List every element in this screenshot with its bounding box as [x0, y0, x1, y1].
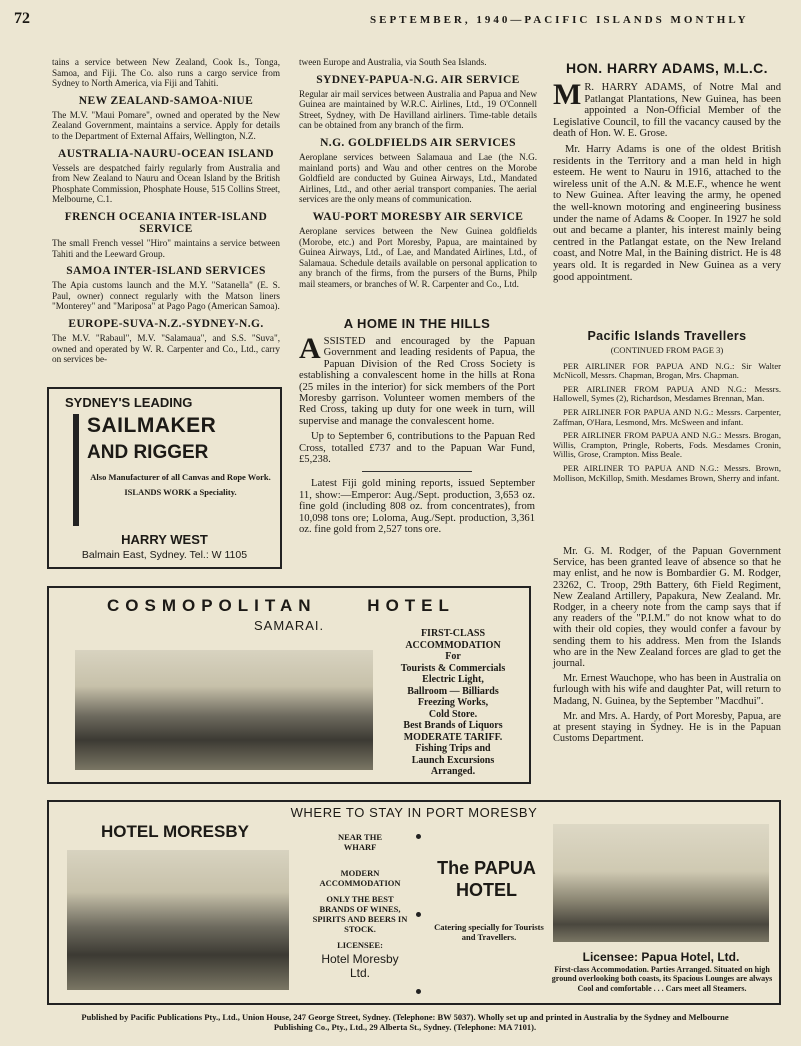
ad-sailmaker: SAILMAKER: [87, 414, 217, 437]
personal-note: Mr. and Mrs. A. Hardy, of Port Moresby, Papua, are at present staying in Sydney. He is in the Papuan Customs Department.: [553, 710, 781, 745]
moresby-near-wharf: NEAR THE WHARF: [337, 832, 382, 852]
section-body: Vessels are despatched fairly regularly from Australia and from New Zealand to Nauru and Ocean Island by the British Phosphate Commission, Phosphate House, 515 Collins Street, Melbourne, C.1.: [52, 162, 280, 205]
section-body: The M.V. "Maui Pomare", owned and operated by the New Zealand Government, maintains a service. Apply for details to the Department of External Affairs, Wellington, N.Z.: [52, 109, 280, 141]
section-heading: NEW ZEALAND-SAMOA-NIUE: [78, 94, 254, 107]
cosmo-line: Arranged.: [430, 766, 476, 777]
papua-catering: Catering specially for Tourists and Travellers.: [434, 922, 544, 942]
col2-intro: tween Europe and Australia, via South Sea Islands.: [299, 57, 487, 67]
cosmo-line: Fishing Trips and: [415, 743, 491, 754]
article-title: HON. HARRY ADAMS, M.L.C.: [566, 60, 768, 76]
travellers-title: Pacific Islands Travellers: [587, 329, 747, 343]
drop-cap: A: [299, 332, 321, 365]
papua-hotel-photo: [553, 824, 769, 942]
papua-licensee: Licensee: Papua Hotel, Ltd.: [582, 950, 740, 964]
cosmopolitan-hotel-advertisement: [47, 586, 531, 784]
moresby-licensee-label: LICENSEE:: [337, 940, 383, 950]
article-paragraph: Mr. Harry Adams is one of the oldest British residents in the Territory and a man held in high esteem. He went to Nauru in 1916, attached to the wireless unit of the A.N. & M.E.F., whence he went to New Guinea. After leaving the army, he opened the well-known motoring and engineering business under the name of Adams & Cooper. In 1927 he sold out and became a planter, his interest mainly being centred in the Patlangat estate, on the New Ireland coast, and Notre Mal, in the Baining district. He is 48 years old. It is regarded in New Guinea as a very good appointment.: [553, 143, 781, 283]
personal-note: Mr. G. M. Rodger, of the Papuan Government Service, has been granted leave of absence so that he may enlist, and he now is Bombardier G. M. Rodger, 23262, C. Troop, 29th Battery, 6th Field Regiment, New Zealand Artillery, Papakura, New Zealand. Mr. Rodger, in a cheery note from the camp says that if any readers of the "P.I.M." do not know what to do with their old copies, they would confer a favour by sending them to his address. Men from the Islands who are in the New Zealand forces are glad to get the journal.: [553, 546, 781, 670]
cosmo-place: SAMARAI.: [254, 618, 325, 633]
hotel-moresby-photo: [67, 850, 289, 990]
cosmo-line: Cold Store.: [428, 708, 478, 720]
article-paragraph: SSISTED and encouraged by the Papuan Government and leading residents of Papua, the Papuan Division of the Red Cross Society is establishing a convalescent home in the hills at Rona (25 miles in the interior) for sick members of the Port Moresby garrison. Volunteer women members of the Red Cross, taking up duty for one week in turn, will supervise and manage the convalescent home.: [299, 336, 535, 427]
shipping-column-2: [299, 57, 537, 294]
ad-address: Balmain East, Sydney. Tel.: W 1105: [81, 549, 248, 561]
port-moresby-hotels-advertisement: [47, 800, 781, 1005]
ad-harry-west: HARRY WEST: [121, 532, 208, 547]
cosmo-line: ACCOMMODATION: [405, 639, 501, 651]
cosmo-line: Freezing Works,: [417, 697, 489, 708]
section-heading: WAU-PORT MORESBY AIR SERVICE: [312, 210, 524, 223]
section-body: The small French vessel "Hiro" maintains a service between Tahiti and the Leeward Group.: [52, 237, 280, 259]
home-in-the-hills-article: [299, 318, 535, 540]
section-body: Aeroplane services between Salamaua and Lae (the N.G. mainland ports) and Wau and other centres on the Morobe Goldfield are conducted by Guinea Airways, Ltd., Mandated Airlines, Ltd., and other aerial transport companies. The aerial services are the only means of communication.: [299, 151, 537, 205]
traveller-entry: PER AIRLINER FROM PAPUA AND N.G.: Messrs. Hallowell, Symes (2), Richardson, Mesdames Brennan, Man.: [553, 383, 781, 404]
cosmo-details: [379, 628, 527, 778]
cosmo-line: Best Brands of Liquors: [403, 720, 503, 731]
cosmo-line: MODERATE TARIFF.: [403, 731, 503, 743]
divider: [362, 471, 472, 472]
harry-adams-article: [553, 62, 781, 287]
ad-and-rigger: AND RIGGER: [87, 442, 209, 463]
cosmo-line: Electric Light,: [422, 674, 484, 685]
papua-hotel-line1: The PAPUA: [437, 858, 536, 878]
section-heading: SAMOA INTER-ISLAND SERVICES: [66, 265, 266, 278]
article-title: A HOME IN THE HILLS: [343, 316, 491, 331]
article-paragraph: Latest Fiji gold mining reports, issued September 11, show:—Emperor: Aug./Sept. production, 3,653 oz. fine gold (including 808 oz. from concentrates), from 10,098 tons ore; Loloma, Aug./Sept. production, 3,361 oz. fine gold from 2,527 tons ore.: [299, 478, 535, 536]
traveller-entry: PER AIRLINER FOR PAPUA AND N.G.: Messrs. Carpenter, Zaffman, O'Hara, Lesmond, Mrs. McSween and infant.: [553, 406, 781, 427]
drop-cap: M: [553, 78, 582, 111]
publisher-footer: Published by Pacific Publications Pty., Ltd., Union House, 247 George Street, Sydney. (Telephone: BW 5037). Wholly set up and printed in Australia by the Sydney and Melbourne Publishing Co., Pty., Ltd., 29 Alberta St., Sydney. (Telephone: MA 7101).: [81, 1012, 729, 1032]
personal-notes: [553, 546, 781, 748]
personal-note: Mr. Ernest Wauchope, who has been in Australia on furlough with his wife and daughter Pat, will return to Madang, N. Guinea, by the September "Macdhui".: [553, 673, 781, 707]
ad-sydneys-leading: SYDNEY'S LEADING: [65, 395, 193, 410]
hotel-moresby-name: HOTEL MORESBY: [101, 822, 249, 841]
moresby-only-best: ONLY THE BEST BRANDS OF WINES, SPIRITS AND BEERS IN STOCK.: [312, 894, 408, 934]
ad-vertical-rule: [73, 414, 79, 526]
cosmo-title: COSMOPOLITAN HOTEL: [107, 596, 455, 615]
section-heading: N.G. GOLDFIELDS AIR SERVICES: [320, 136, 516, 149]
cosmo-line: For: [445, 651, 461, 662]
article-paragraph: R. HARRY ADAMS, of Notre Mal and Patlangat Plantations, New Guinea, has been appointed a Non-Official Member of the Legislative Council, to fill the vacancy caused by the death of Hon. W. E. Grose.: [553, 82, 781, 140]
section-body: The Apia customs launch and the M.Y. "Satanella" (E. S. Paul, owner) connect regularly with the Matson liners "Monterey" and "Mariposa" at Pago Pago (American Samoa).: [52, 280, 280, 312]
ad-manufacturer: Also Manufacturer of all Canvas and Rope Work.: [90, 472, 271, 482]
col1-intro: tains a service between New Zealand, Cook Is., Tonga, Samoa, and Fiji. The Co. also runs a cargo service from Sydney to North America, via Fiji and Tahiti.: [52, 57, 280, 89]
section-body: Aeroplane services between the New Guinea goldfields (Morobe, etc.) and Port Moresby, Papua, are maintained by Guinea Airways, Ltd., of Lae, and Mandated Airlines, Ltd., of Salamaua. Schedule details available on personal application to any branch of the firms, from the pursers of the Burns, Philp mail steamers, or branches of W. R. Carpenter and Co., Ltd.: [299, 225, 537, 289]
section-heading: AUSTRALIA-NAURU-OCEAN ISLAND: [58, 147, 274, 160]
moresby-licensee: Hotel Moresby Ltd.: [321, 952, 399, 980]
where-banner: WHERE TO STAY IN PORT MORESBY: [290, 805, 538, 820]
cosmo-line: Ballroom — Billiards: [407, 685, 499, 697]
travellers-subtitle: (CONTINUED FROM PAGE 3): [610, 345, 724, 355]
traveller-entry: PER AIRLINER FOR PAPUA AND N.G.: Sir Walter McNicoll, Messrs. Chapman, Brogan, Mrs. Chapman.: [553, 360, 781, 381]
section-heading: FRENCH OCEANIA INTER-ISLAND SERVICE: [64, 210, 268, 235]
sailmaker-advertisement: [47, 387, 282, 569]
cosmo-line: Launch Excursions: [411, 754, 495, 766]
traveller-entry: PER AIRLINER FROM PAPUA AND N.G.: Messrs. Brogan, Willis, Crampton, Pringle, Roberts, Fods. Mesdames Cronin, Willis, Grose, Crampton. Miss Beale.: [553, 430, 781, 460]
moresby-modern: MODERN ACCOMMODATION: [319, 868, 401, 888]
papua-details: First-class Accommodation. Parties Arranged. Situated on high ground overlooking both coasts, its Spacious Lounges are always Cool and comfortable . . . Cars meet all Steamers.: [551, 965, 773, 993]
papua-hotel-name: [424, 857, 549, 901]
section-body: The M.V. "Rabaul", M.V. "Salamaua", and S.S. "Suva", owned and operated by W. R. Carpenter and Co., Ltd., carry on services be-: [52, 332, 280, 365]
shipping-column-1: [52, 57, 280, 369]
papua-hotel-line2: HOTEL: [456, 880, 517, 900]
page-number: 72: [14, 10, 30, 27]
ad-islands-work: ISLANDS WORK a Speciality.: [124, 487, 237, 497]
travellers-column: [553, 330, 781, 487]
section-heading: SYDNEY-PAPUA-N.G. AIR SERVICE: [316, 73, 520, 86]
section-heading: EUROPE-SUVA-N.Z.-SYDNEY-N.G.: [68, 317, 264, 330]
traveller-entry: PER AIRLINER TO PAPUA AND N.G.: Messrs. Brown, Mollison, McKillop, Smith. Mesdames Brown, Sherry and infant.: [553, 462, 781, 483]
article-paragraph: Up to September 6, contributions to the Papuan Red Cross, totalled £737 and to the Papuan War Fund, £5,238.: [299, 431, 535, 466]
hotel-photo: [75, 650, 373, 770]
section-body: Regular air mail services between Australia and Papua and New Guinea are maintained by W.R.C. Airlines, Ltd., 19 O'Connell Street, Sydney, with De Havilland airliners. Time-table details can be obtained from any branch of the firm.: [299, 88, 537, 131]
cosmo-line: Tourists & Commercials: [400, 662, 506, 674]
cosmo-line: FIRST-CLASS: [420, 628, 486, 639]
running-head: SEPTEMBER, 1940—PACIFIC ISLANDS MONTHLY: [370, 14, 749, 26]
moresby-details: [301, 832, 419, 980]
divider-dots: [415, 834, 421, 994]
